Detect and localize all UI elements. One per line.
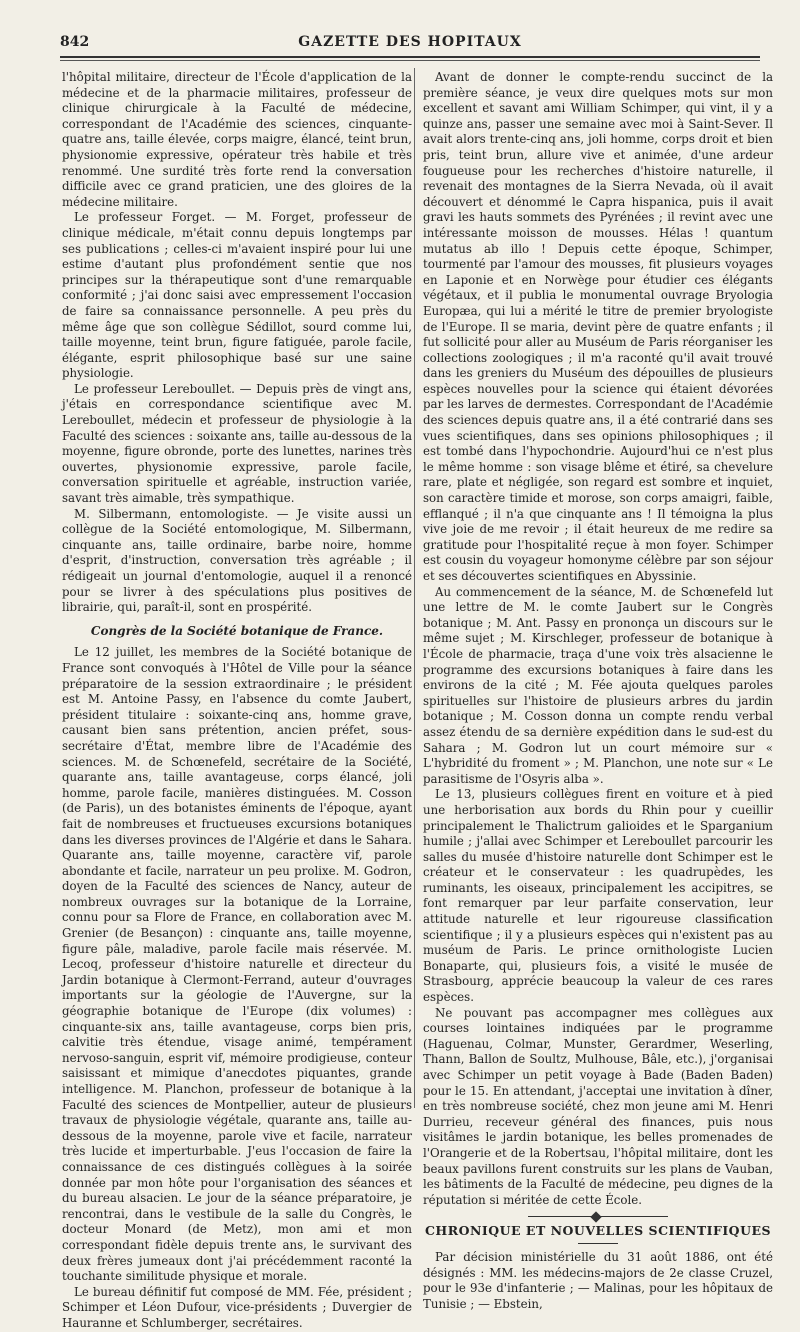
right-column bbox=[423, 70, 773, 1312]
page-header bbox=[60, 32, 760, 58]
paragraph: Avant de donner le compte-rendu succinct de la première séance, je veux dire quelques mots sur mon excellent et savant ami William Schimper, qui vint, il y a quinze ans, passer une semaine avec moi à Saint-Sever. Il avait alors trente-cinq ans, joli homme, corps droit et bien pris, teint brun, allure vive et animée, d'une ardeur fougueuse pour les recherches d'histoire naturelle, il revenait des montagnes de la Sierra Nevada, où il avait découvert et dénommé le Capra hispanica, puis il avait gravi les hauts sommets des Pyrénées ; il revint avec une intéressante moisson de mousses. Hélas ! quantum mutatus ab illo ! Depuis cette époque, Schimper, tourmenté par l'amour des mousses, fit plusieurs voyages en Laponie et en Norwège pour étudier ces élégants végétaux, et il publia le monumental ouvrage Bryologia Europæa, qui lui a mérité le titre de premier bryologiste de l'Europe. Il se maria, devint père de quatre enfants ; il fut sollicité pour aller au Muséum de Paris réorganiser les collections zoologiques ; il m'a raconté qu'il avait trouvé dans les greniers du Muséum des dépouilles de plusieurs espèces nouvelles pour la science qui étaient dévorées par les larves de dermestes. Correspondant de l'Académie des sciences depuis quatre ans, il a été contrarié dans ses vues scientifiques, dans ses opinions philosophiques ; il est tombé dans l'hypochondrie. Aujourd'hui ce n'est plus le même homme : son visage blême et étiré, sa chevelure rare, plate et négligée, son regard est sombre et inquiet, son caractère timide et morose, son corps amaigri, faible, efflanqué ; il n'a que cinquante ans ! Il témoigna la plus vive joie de me revoir ; il était heureux de me redire sa gratitude pour l'hospitalité reçue à mon foyer. Schimper est cousin du voyageur homonyme célèbre par son séjour et ses découvertes scientifiques en Abyssinie. bbox=[423, 70, 773, 583]
paragraph: M. Silbermann, entomologiste. — Je visite aussi un collègue de la Société entomologique, M. Silbermann, cinquante ans, taille ordinaire, barbe noire, homme d'esprit, d'instruction, conversation très agréable ; il rédigeait un journal d'entomologie, auquel il a renoncé pour se livrer à des spéculations plus positives de librairie, qui, paraît-il, sont en prospérité. bbox=[62, 506, 412, 615]
page-number: 842 bbox=[60, 34, 90, 50]
paragraph: Au commencement de la séance, M. de Schœnefeld lut une lettre de M. le comte Jaubert sur le Congrès botanique ; M. Ant. Passy en prononça un discours sur le même sujet ; M. Kirschleger, professeur de botanique à l'École de pharmacie, traça d'une voix très alsacienne le programme des excursions botaniques à faire dans les environs de la cité ; M. Fée ajouta quelques paroles spirituelles sur l'histoire de plusieurs arbres du jardin botanique ; M. Cosson donna un compte rendu verbal assez étendu de sa dernière expédition dans le sud-est du Sahara ; M. Godron lut un court mémoire sur « L'hybridité du froment » ; M. Planchon, une note sur « Le parasitisme de l'Osyris alba ». bbox=[423, 584, 773, 786]
ornamental-rule bbox=[528, 1216, 668, 1217]
short-rule bbox=[578, 1243, 618, 1244]
paragraph: Le professeur Lereboullet. — Depuis près de vingt ans, j'étais en correspondance scientifique avec M. Lereboullet, médecin et professeur de physiologie à la Faculté des sciences : soixante ans, taille au-dessous de la moyenne, figure obronde, porte des lunettes, narines très ouvertes, physionomie expressive, parole facile, conversation spirituelle et agréable, instruction variée, savant très aimable, très sympathique. bbox=[62, 381, 412, 506]
paragraph: Par décision ministérielle du 31 août 1886, ont été désignés : MM. les médecins-majors de 2e classe Cruzel, pour le 93e d'infanterie ; — Malinas, pour les hôpitaux de Tunisie ; — Ebstein, bbox=[423, 1249, 773, 1311]
paragraph: Le professeur Forget. — M. Forget, professeur de clinique médicale, m'était connu depuis longtemps par ses publications ; celles-ci m'avaient inspiré pour lui une estime d'autant plus profondément sentie que nos principes sur la thérapeutique sont d'une remarquable conformité ; j'ai donc saisi avec empressement l'occasion de faire sa connaissance personnelle. A peu près du même âge que son collègue Sédillot, sourd comme lui, taille moyenne, teint brun, figure fatiguée, parole facile, élégante, esprit philosophique basé sur une saine physiologie. bbox=[62, 210, 412, 381]
paragraph: Le 12 juillet, les membres de la Société botanique de France sont convoqués à l'Hôtel de Ville pour la séance préparatoire de la session extraordinaire ; le président est M. Antoine Passy, en l'absence du comte Jaubert, président titulaire : soixante-cinq ans, homme grave, causant bien sans prétention, ancien préfet, sous-secrétaire d'État, membre libre de l'Académie des sciences. M. de Schœnefeld, secrétaire de la Société, quarante ans, taille avantageuse, corps élancé, joli homme, parole facile, manières distinguées. M. Cosson (de Paris), un des botanistes éminents de l'époque, ayant fait de nombreuses et fructueuses excursions botaniques dans les diverses provinces de l'Algérie et dans le Sahara. Quarante ans, taille moyenne, caractère vif, parole abondante et facile, narrateur un peu prolixe. M. Godron, doyen de la Faculté des sciences de Nancy, auteur de nombreux ouvrages sur la botanique de la Lorraine, connu pour sa Flore de France, en collaboration avec M. Grenier (de Besançon) : cinquante ans, taille moyenne, figure pâle, maladive, parole facile mais réservée. M. Lecoq, professeur d'histoire naturelle et directeur du Jardin botanique à Clermont-Ferrand, auteur d'ouvrages importants sur la géologie de l'Auvergne, sur la géographie botanique de l'Europe (dix volumes) : cinquante-six ans, taille avantageuse, corps bien pris, calvitie très étendue, visage animé, tempérament nervoso-sanguin, esprit vif, mémoire prodigieuse, conteur saisissant et mimique d'anecdotes piquantes, grande intelligence. M. Planchon, professeur de botanique à la Faculté des sciences de Montpellier, auteur de plusieurs travaux de physiologie végétale, quarante ans, taille au-dessous de la moyenne, parole vive et facile, narrateur très lucide et imperturbable. J'eus l'occasion de faire la connaissance de ces distingués collègues à la soirée donnée par mon hôte pour l'organisation des séances et du bureau alsacien. Le jour de la séance préparatoire, je rencontrai, dans le vestibule de la salle du Congrès, le docteur Monard (de Metz), mon ami et mon correspondant fidèle depuis trente ans, le survivant des deux frères jumeaux dont j'ai précédemment raconté la touchante similitude physique et morale. bbox=[62, 645, 412, 1284]
journal-title: GAZETTE DES HOPITAUX bbox=[298, 34, 522, 50]
column-divider bbox=[414, 68, 415, 1108]
section-heading: CHRONIQUE ET NOUVELLES SCIENTIFIQUES bbox=[424, 1223, 772, 1239]
header-rule bbox=[60, 60, 760, 61]
left-column bbox=[62, 70, 412, 1332]
section-title: Congrès de la Société botanique de France. bbox=[90, 623, 384, 638]
paragraph: Ne pouvant pas accompagner mes collègues aux courses lointaines indiquées par le programme (Haguenau, Colmar, Munster, Gerardmer, Weserling, Thann, Ballon de Soultz, Mulhouse, Bâle, etc.), j'organisai avec Schimper un petit voyage à Bade (Baden Baden) pour le 15. En attendant, j'acceptai une invitation à dîner, en très nombreuse société, chez mon jeune ami M. Henri Durrieu, receveur général des finances, puis nous visitâmes le jardin botanique, les belles promenades de l'Orangerie et de la Robertsau, l'hôpital militaire, dont les beaux pavillons furent construits sur les plans de Vauban, les bâtiments de la Faculté de médecine, peu dignes de la réputation si méritée de cette École. bbox=[423, 1005, 773, 1207]
paragraph: Le 13, plusieurs collègues firent en voiture et à pied une herborisation aux bords du Rhin pour y cueillir principalement le Thalictrum galioides et le Sparganium humile ; j'allai avec Schimper et Lereboullet parcourir les salles du musée d'histoire naturelle dont Schimper est le créateur et le conservateur : les quadrupèdes, les ruminants, les oiseaux, principalement les accipitres, se font remarquer par leur parfaite conservation, leur attitude naturelle et leur rigoureuse classification scientifique ; il y a plusieurs espèces qui n'existent pas au muséum de Paris. Le prince ornithologiste Lucien Bonaparte, qui, plusieurs fois, a visité le musée de Strasbourg, apprécie beaucoup la valeur de ces rares espèces. bbox=[423, 787, 773, 1005]
paragraph: l'hôpital militaire, directeur de l'École d'application de la médecine et de la pharmacie militaires, professeur de clinique chirurgicale à la Faculté de médecine, correspondant de l'Académie des sciences, cinquante-quatre ans, taille élevée, corps maigre, élancé, teint brun, physionomie expressive, opérateur très habile et très renommé. Une surdité très forte rend la conversation difficile avec ce grand praticien, une des gloires de la médecine militaire. bbox=[62, 70, 412, 209]
paragraph: Le bureau définitif fut composé de MM. Fée, président ; Schimper et Léon Dufour, vice-présidents ; Duvergier de Hauranne et Schlumberger, secrétaires. bbox=[62, 1284, 412, 1330]
